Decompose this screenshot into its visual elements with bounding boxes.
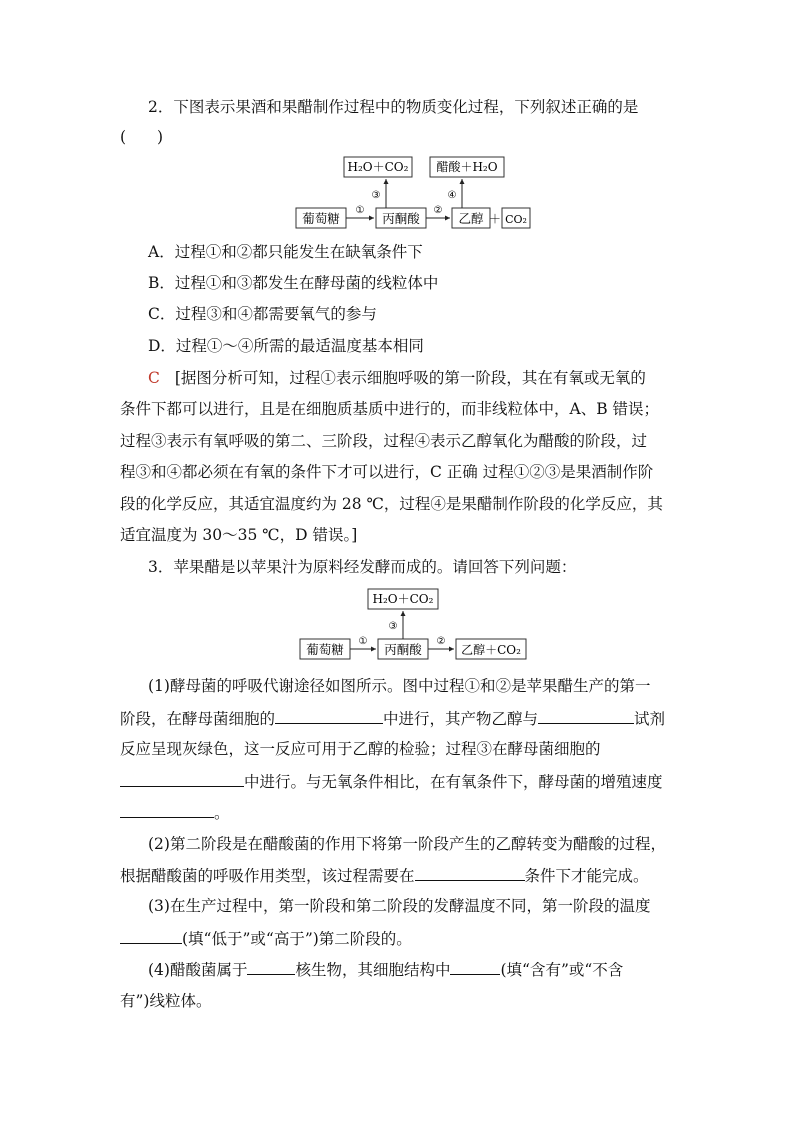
q2-glucose-label: 葡萄糖 — [302, 211, 340, 226]
q3-part1-line-3: 反应呈现灰绿色，这一反应可用于乙醇的检验；过程③在酵母菌细胞的 — [120, 740, 601, 758]
q3-step-1-label: ① — [358, 636, 368, 647]
q3-part1-line-1: (1)酵母菌的呼吸代谢途径如图所示。图中过程①和②是苹果醋生产的第一 — [148, 677, 651, 695]
q3-blank-6[interactable] — [120, 927, 182, 944]
q2-step-3-label: ③ — [371, 190, 381, 201]
q3-stem: 3．苹果醋是以苹果汁为原料经发酵而成的。请回答下列问题： — [148, 558, 577, 576]
q3-part2-line-1: (2)第二阶段是在醋酸菌的作用下将第一阶段产生的乙醇转变为醋酸的过程， — [148, 835, 666, 853]
q3-part2-line-2 — [120, 864, 649, 887]
q2-h2o-co2-label: H₂O＋CO₂ — [347, 160, 409, 174]
q3-part3-text-b: (填“低于”或“高于”)第二阶段的。 — [182, 930, 412, 948]
q2-option-a: A．过程①和②都只能发生在缺氧条件下 — [148, 243, 423, 261]
q3-step-3-label: ③ — [388, 621, 398, 632]
q2-answer-paren: ( ) — [120, 128, 164, 146]
q2-option-d: D．过程①～④所需的最适温度基本相同 — [148, 337, 424, 355]
q3-glucose-label: 葡萄糖 — [306, 642, 344, 657]
q2-step-4-label: ④ — [447, 190, 457, 201]
q2-vinegar-water-label: 醋酸＋H₂O — [436, 160, 498, 174]
q2-pyruvate-label: 丙酮酸 — [382, 211, 420, 226]
q2-stem: 2．下图表示果酒和果醋制作过程中的物质变化过程，下列叙述正确的是 — [148, 98, 639, 116]
q2-explanation-text-1: [据图分析可知，过程①表示细胞呼吸的第一阶段，其在有氧或无氧的 — [174, 369, 646, 387]
q3-blank-8[interactable] — [450, 958, 500, 975]
q2-explanation-line-4: 程③和④都必须在有氧的条件下才可以进行，C 正确 过程①②③是果酒制作阶 — [120, 463, 654, 481]
q3-part1-text-d: 中进行。与无氧条件相比，在有氧条件下，酵母菌的增殖速度 — [244, 773, 663, 791]
q3-part1-text-b3: 试剂 — [634, 710, 666, 728]
q3-part1-line-4 — [120, 770, 663, 793]
q2-co2-label: CO₂ — [505, 213, 527, 226]
q2-option-c: C．过程③和④都需要氧气的参与 — [148, 305, 377, 323]
q3-part1-text-e: 。 — [214, 804, 230, 822]
q2-step-1-label: ① — [355, 205, 365, 216]
q2-explanation-line-6: 适宜温度为 30～35 ℃，D 错误。] — [120, 526, 358, 544]
q3-part4-text-a2: 核生物，其细胞结构中 — [295, 961, 451, 979]
q3-step-2-label: ② — [436, 636, 446, 647]
q2-option-b: B．过程①和③都发生在酵母菌的线粒体中 — [148, 274, 439, 292]
q2-explanation-line-3: 过程③表示有氧呼吸的第二、三阶段，过程④表示乙醇氧化为醋酸的阶段，过 — [120, 432, 648, 450]
q3-part4-line-1 — [148, 958, 623, 981]
q3-part2-text-b1: 根据醋酸菌的呼吸作用类型，该过程需要在 — [120, 867, 415, 885]
q2-step-2-label: ② — [433, 205, 443, 216]
q3-blank-4[interactable] — [120, 801, 214, 818]
q3-part4-text-a1: (4)醋酸菌属于 — [148, 961, 248, 979]
q2-diagram — [290, 153, 540, 233]
q3-part1-text-b2: 中进行，其产物乙醇与 — [383, 710, 539, 728]
q2-explanation-line-1 — [148, 367, 646, 389]
q3-pyruvate-label: 丙酮酸 — [384, 642, 422, 657]
q3-blank-1[interactable] — [275, 707, 383, 724]
q3-part1-text-b1: 阶段，在酵母菌细胞的 — [120, 710, 276, 728]
q3-ethanol-co2-label: 乙醇＋CO₂ — [461, 643, 521, 657]
q3-part4-text-a3: (填“含有”或“不含 — [500, 961, 624, 979]
q3-h2o-co2-label: H₂O＋CO₂ — [372, 592, 434, 606]
q2-ethanol-label: 乙醇 — [458, 211, 484, 226]
q3-part3-line-2 — [120, 927, 412, 950]
q3-blank-5[interactable] — [415, 864, 525, 881]
q3-part3-line-1: (3)在生产过程中，第一阶段和第二阶段的发酵温度不同，第一阶段的温度 — [148, 897, 651, 915]
q3-part4-line-2: 有”)线粒体。 — [120, 992, 212, 1010]
q3-part1-line-5 — [120, 801, 230, 824]
q3-part1-line-2 — [120, 707, 665, 730]
q2-explanation-line-2: 条件下都可以进行，且是在细胞质基质中进行的，而非线粒体中，A、B 错误； — [120, 400, 660, 418]
q2-answer-letter: C — [148, 369, 160, 387]
q2-plus-sign: ＋ — [488, 212, 502, 226]
q3-blank-2[interactable] — [538, 707, 634, 724]
q2-explanation-line-5: 段的化学反应，其适宜温度约为 28 ℃，过程④是果醋制作阶段的化学反应，其 — [120, 495, 663, 513]
q3-part2-text-b2: 条件下才能完成。 — [524, 867, 649, 885]
q3-blank-3[interactable] — [120, 770, 244, 787]
q3-blank-7[interactable] — [247, 958, 295, 975]
q3-diagram — [294, 585, 534, 663]
